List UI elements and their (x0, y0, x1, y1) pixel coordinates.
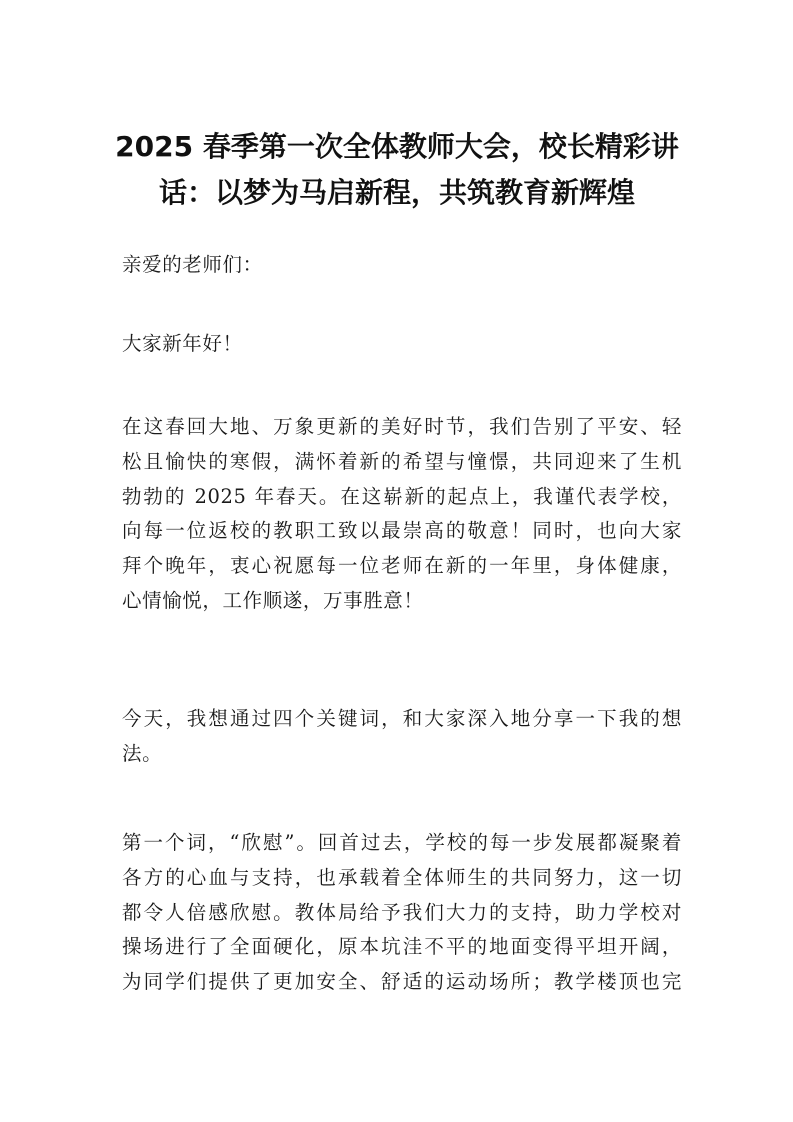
text-line: 拜个晚年，衷心祝愿每一位老师在新的一年里，身体健康， (122, 554, 682, 578)
text-line: 各方的心血与支持，也承载着全体师生的共同努力，这一切 (122, 865, 682, 889)
text-line: 亲爱的老师们： (122, 253, 263, 276)
text-line: 勃勃的 2025 年春天。在这崭新的起点上，我谨代表学校， (122, 484, 682, 508)
text-line: 操场进行了全面硬化，原本坑洼不平的地面变得平坦开阔， (122, 935, 682, 959)
text-line: 在这春回大地、万象更新的美好时节，我们告别了平安、轻 (122, 415, 682, 438)
text-line: 为同学们提供了更加安全、舒适的运动场所；教学楼顶也完 (122, 970, 682, 994)
text-line: 第一个词，“欣慰”。回首过去，学校的每一步发展都凝聚着 (122, 831, 682, 854)
title-line-2: 话：以梦为马启新程，共筑教育新辉煌 (158, 176, 635, 209)
intro-paragraph (122, 410, 682, 619)
newyear-paragraph (122, 327, 682, 362)
text-line: 大家新年好！ (122, 332, 243, 355)
text-line: 心情愉悦，工作顺遂，万事胜意！ (122, 588, 424, 612)
page-title (112, 124, 682, 216)
text-line: 都令人倍感欣慰。教体局给予我们大力的支持，助力学校对 (122, 900, 682, 924)
keywords-paragraph (122, 702, 682, 772)
text-line: 松且愉快的寒假，满怀着新的希望与憧憬，共同迎来了生机 (122, 449, 682, 473)
greeting-paragraph (122, 248, 682, 283)
title-line-1: 2025 春季第一次全体教师大会，校长精彩讲 (115, 130, 679, 163)
text-line: 向每一位返校的教职工致以最崇高的敬意！同时，也向大家 (122, 519, 682, 543)
text-line: 法。 (122, 741, 163, 765)
first-keyword-paragraph (122, 826, 682, 1000)
text-line: 今天，我想通过四个关键词，和大家深入地分享一下我的想 (122, 707, 682, 730)
